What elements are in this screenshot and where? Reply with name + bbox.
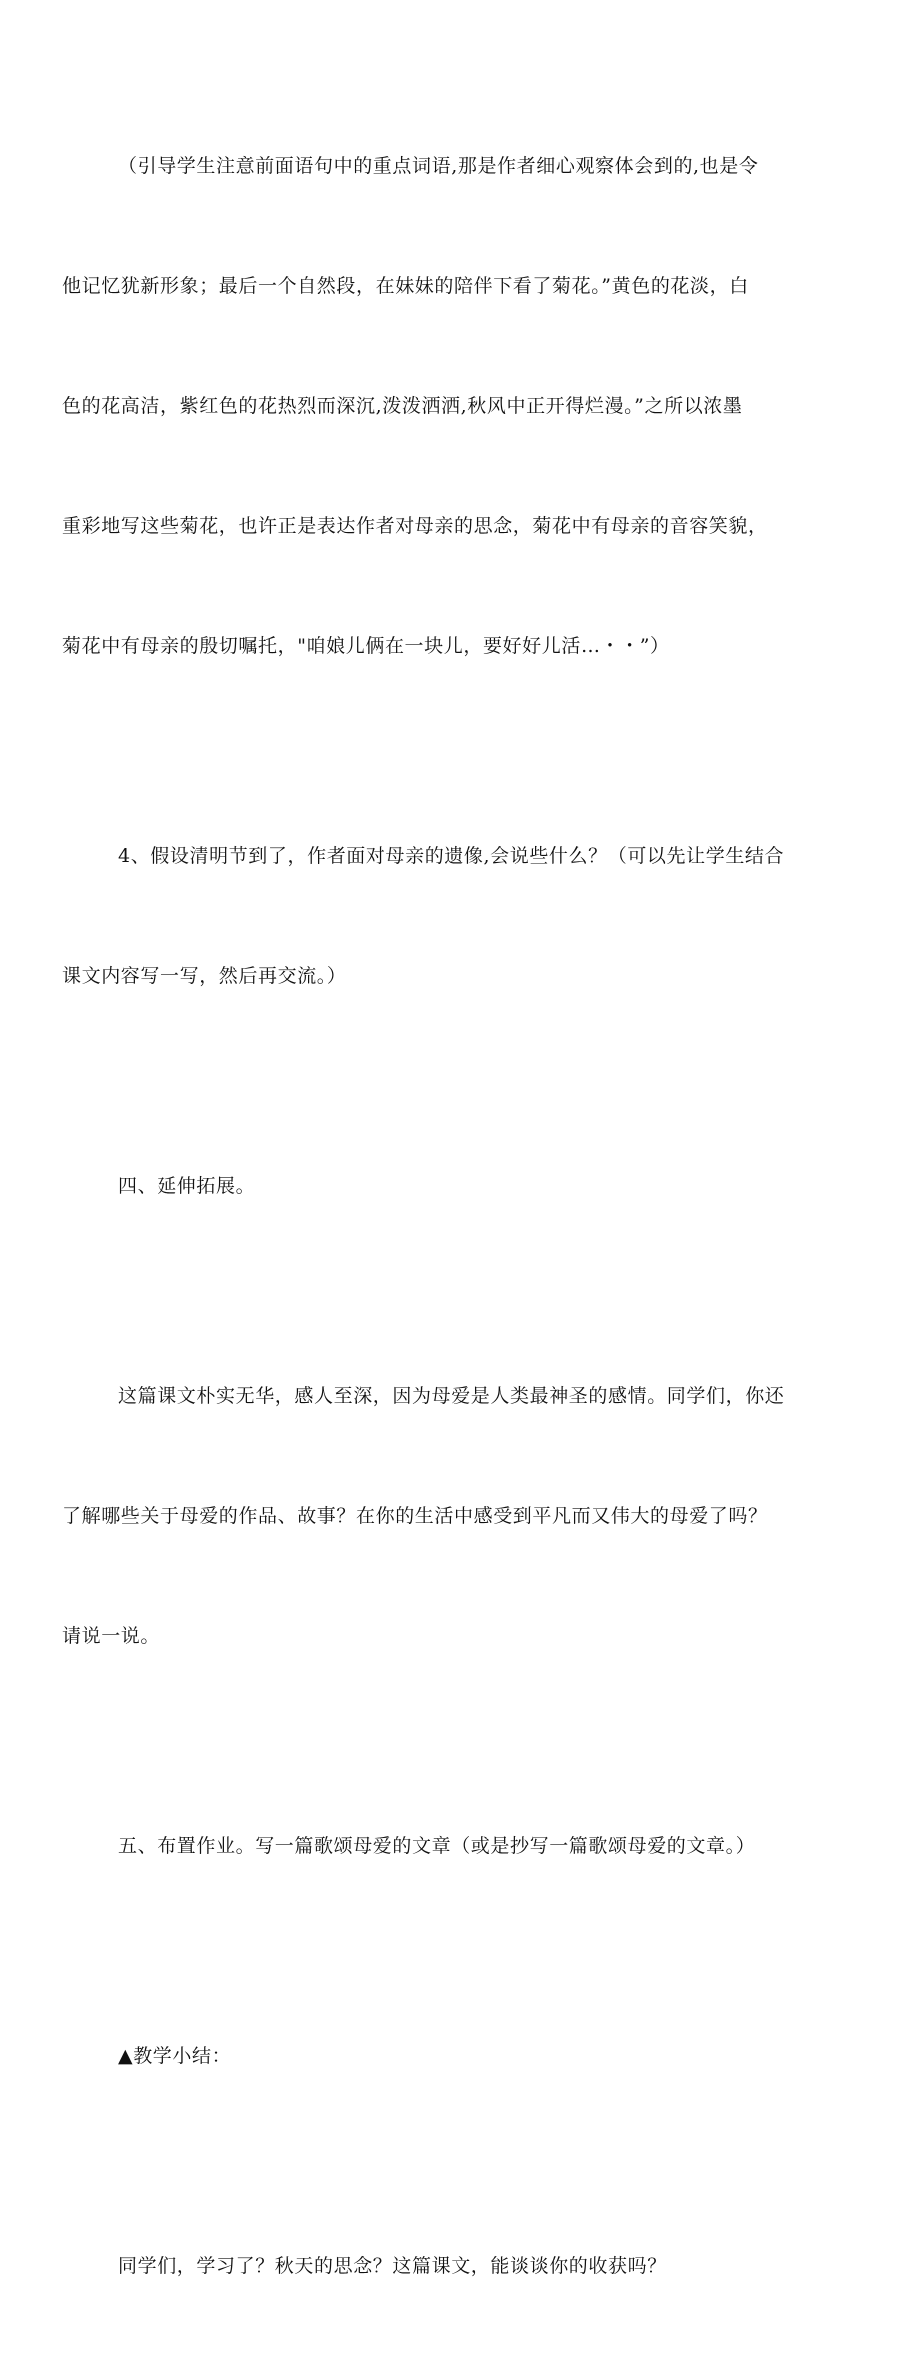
text-line: 五、布置作业。写一篇歌颂母爱的文章（或是抄写一篇歌颂母爱的文章。） bbox=[118, 1835, 756, 1857]
text-line: ▲教学小结： bbox=[118, 2045, 232, 2067]
document-page bbox=[62, 66, 848, 2366]
section-heading-extension bbox=[62, 1086, 848, 1286]
text-line: 4、假设清明节到了，作者面对母亲的遗像,会说些什么？（可以先让学生结合 bbox=[118, 845, 785, 867]
text-line: 菊花中有母亲的殷切嘱托，"咱娘儿俩在一块儿，要好好儿活…・・”） bbox=[62, 635, 670, 657]
text-line: 四、延伸拓展。 bbox=[118, 1175, 256, 1197]
paragraph-summary bbox=[62, 2166, 848, 2366]
paragraph-homework bbox=[62, 1746, 848, 1946]
text-line: 课文内容写一写，然后再交流。） bbox=[62, 965, 347, 987]
summary-heading bbox=[62, 1956, 848, 2156]
text-line: 这篇课文朴实无华，感人至深，因为母爱是人类最神圣的感情。同学们，你还 bbox=[118, 1385, 785, 1407]
paragraph-question-4 bbox=[62, 756, 848, 1076]
text-line: 了解哪些关于母爱的作品、故事？在你的生活中感受到平凡而又伟大的母爱了吗？ bbox=[62, 1505, 768, 1527]
text-line: （引导学生注意前面语句中的重点词语,那是作者细心观察体会到的,也是令 bbox=[118, 155, 759, 177]
text-line: 重彩地写这些菊花，也许正是表达作者对母亲的思念，菊花中有母亲的音容笑貌， bbox=[62, 515, 768, 537]
text-line: 同学们，学习了？秋天的思念？这篇课文，能谈谈你的收获吗？ bbox=[118, 2255, 667, 2277]
text-line: 色的花高洁，紫红色的花热烈而深沉,泼泼洒洒,秋风中正开得烂漫。”之所以浓墨 bbox=[62, 395, 743, 417]
text-line: 他记忆犹新形象；最后一个自然段，在妹妹的陪伴下看了菊花。”黄色的花淡，白 bbox=[62, 275, 749, 297]
paragraph-extension bbox=[62, 1296, 848, 1736]
paragraph-guide-note bbox=[62, 66, 848, 746]
text-line: 请说一说。 bbox=[62, 1625, 161, 1647]
